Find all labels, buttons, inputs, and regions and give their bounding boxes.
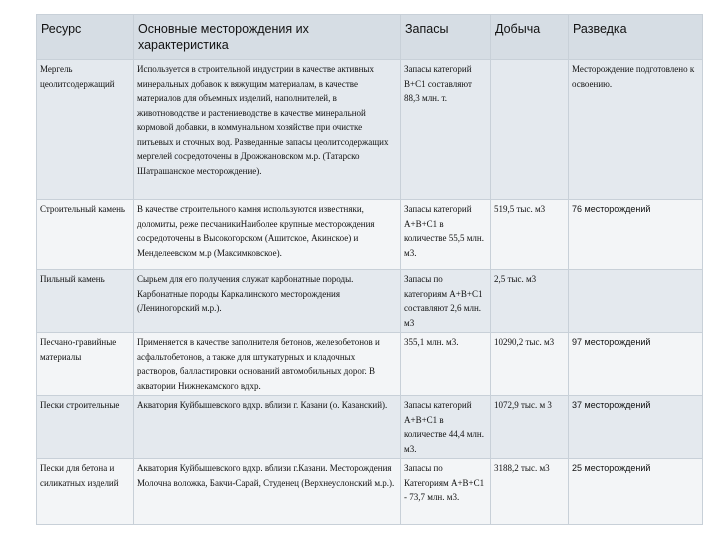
cell-resource: Пильный камень [37,270,134,333]
cell-description: Акватория Куйбышевского вдхр. вблизи г. Казани (о. Казанский). [134,396,401,459]
cell-description: В качестве строительного камня используются известняки, доломиты, реже песчаникиНаиболее крупные месторождения сосредоточены в Высокогорском (Ашитское, Акинское) и Менделеевском м.р (Максимковское). [134,200,401,270]
cell-production: 2,5 тыс. м3 [491,270,569,333]
cell-production: 10290,2 тыс. м3 [491,333,569,396]
cell-exploration [569,270,703,333]
cell-reserves: Запасы категорий В+С1 составляют 88,3 млн. т. [401,60,491,200]
cell-production: 3188,2 тыс. м3 [491,459,569,525]
header-resource: Ресурс [37,15,134,60]
table-row [37,270,703,333]
table-row [37,333,703,396]
cell-exploration: 25 месторождений [569,459,703,525]
table-header-row [37,15,703,60]
table-row [37,200,703,270]
cell-description: Применяется в качестве заполнителя бетонов, железобетонов и асфальтобетонов, а также для штукатурных и кладочных растворов, балластировки оснований автомобильных дорог. В акватории Нижнекамского вдхр. [134,333,401,396]
cell-resource: Строительный камень [37,200,134,270]
header-production: Добыча [491,15,569,60]
cell-reserves: Запасы по категориям А+В+С1 составляют 2,6 млн. м3 [401,270,491,333]
cell-production: 519,5 тыс. м3 [491,200,569,270]
resources-table [36,14,703,525]
table-row [37,60,703,200]
cell-resource: Пески строительные [37,396,134,459]
cell-exploration: Месторождение подготовлено к освоению. [569,60,703,200]
cell-production: 1072,9 тыс. м 3 [491,396,569,459]
cell-exploration: 37 месторождений [569,396,703,459]
header-reserves: Запасы [401,15,491,60]
header-exploration: Разведка [569,15,703,60]
cell-description: Акватория Куйбышевского вдхр. вблизи г.Казани. Месторождения Молочна воложка, Бакчи-Сарай, Студенец (Верхнеуслонский м.р.). [134,459,401,525]
table-row [37,396,703,459]
cell-exploration: 76 месторождений [569,200,703,270]
cell-description: Сырьем для его получения служат карбонатные породы. Карбонатные породы Каркалинского месторождения (Лениногорский м.р.). [134,270,401,333]
cell-reserves: 355,1 млн. м3. [401,333,491,396]
cell-exploration: 97 месторождений [569,333,703,396]
cell-resource: Пески для бетона и силикатных изделий [37,459,134,525]
cell-reserves: Запасы категорий А+В+С1 в количестве 44,4 млн. м3. [401,396,491,459]
cell-resource: Мергель цеолитсодержащий [37,60,134,200]
cell-description: Используется в строительной индустрии в качестве активных минеральных добавок к вяжущим материалам, в качестве материалов для объемных изделий, наполнителей, в животноводстве и растениеводстве в качестве минеральной кормовой добавки, в коммунальном хозяйстве при очистке питьевых и сточных вод. Разведанные запасы цеолитсодержащих мергелей сосредоточены в Дрожжановском м.р. (Татарско Шатрашанское месторождение). [134,60,401,200]
table-row [37,459,703,525]
cell-production [491,60,569,200]
cell-reserves: Запасы по Категориям А+В+С1 - 73,7 млн. м3. [401,459,491,525]
header-deposits: Основные месторождения их характеристика [134,15,401,60]
cell-reserves: Запасы категорий А+В+С1 в количестве 55,5 млн. м3. [401,200,491,270]
cell-resource: Песчано-гравийные материалы [37,333,134,396]
